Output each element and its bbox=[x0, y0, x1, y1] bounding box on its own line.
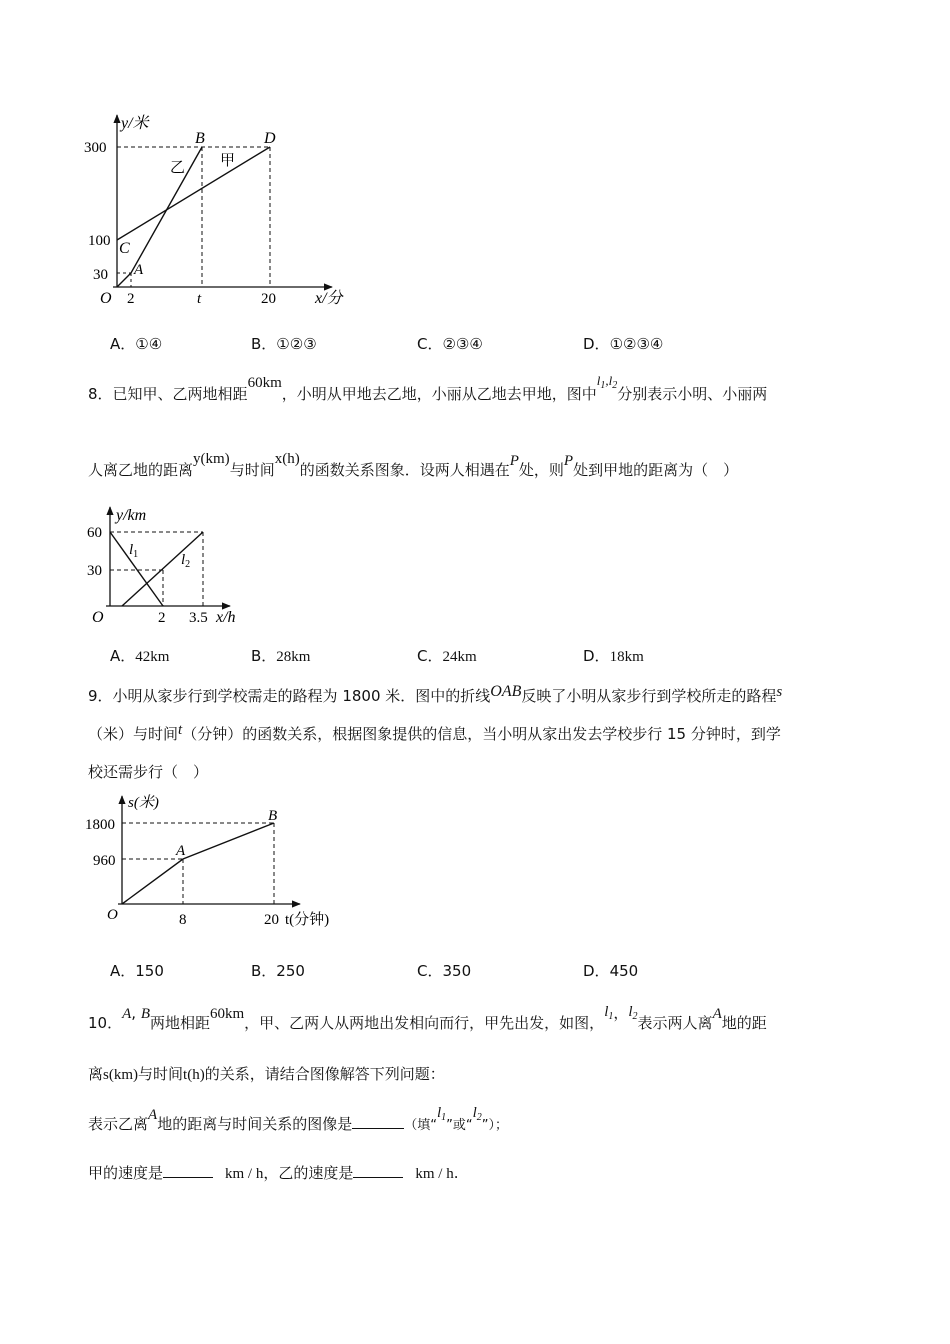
svg-text:2: 2 bbox=[158, 610, 166, 626]
point-D: D bbox=[264, 130, 276, 147]
q8-option-c[interactable]: C．24km bbox=[417, 647, 477, 665]
figure-q7-graph bbox=[80, 105, 370, 315]
q9-option-b[interactable]: B．250 bbox=[251, 962, 305, 980]
point-C: C bbox=[119, 240, 130, 257]
q10-line1: 10．A, B两地相距60km，甲、乙两人从两地出发相向而行，甲先出发，如图，$l_1$，$l_2$表示两人离A地的距 bbox=[88, 1004, 767, 1032]
q8-line1: 8．已知甲、乙两地相距60km，小明从甲地去乙地，小丽从乙地去甲地，图中$l_1,l_2$分别表示小明、小丽两 bbox=[88, 373, 768, 403]
x-axis-label: x/分 bbox=[315, 290, 343, 307]
q10-line3: 表示乙离A地的距离与时间关系的图像是 （填“$l_1$”或“$l_2$”）； bbox=[88, 1105, 509, 1133]
y-tick-30: 30 bbox=[93, 267, 108, 283]
svg-text:60: 60 bbox=[87, 525, 102, 541]
q10-line4: 甲的速度是 km / h，乙的速度是 km / h. bbox=[88, 1164, 459, 1182]
label-jia: 甲 bbox=[220, 153, 236, 169]
y-tick-100: 100 bbox=[88, 233, 111, 249]
label-yi: 乙 bbox=[170, 160, 186, 176]
svg-text:20: 20 bbox=[264, 912, 279, 928]
origin-label: O bbox=[100, 290, 112, 307]
point-A: A bbox=[134, 262, 144, 278]
q8-line2: 人离乙地的距离y(km)与时间x(h)的函数关系图象．设两人相遇在P处，则P处到甲地的距离为（ ） bbox=[88, 451, 739, 479]
q7-option-a[interactable]: A．①④ bbox=[110, 335, 163, 353]
svg-text:l1: $l_1$ bbox=[129, 542, 139, 560]
q10-line2: 离s(km)与时间t(h)的关系，请结合图像解答下列问题： bbox=[88, 1065, 445, 1083]
svg-text:s(米): s(米) bbox=[128, 795, 159, 811]
figure-q8-graph bbox=[80, 500, 260, 630]
svg-text:960: 960 bbox=[93, 853, 116, 869]
point-B: B bbox=[195, 130, 205, 147]
svg-text:3.5: 3.5 bbox=[189, 610, 208, 626]
svg-text:l2: $l_2$ bbox=[181, 552, 191, 570]
q9-line3: 校还需步行（ ） bbox=[88, 763, 209, 781]
q7-option-b[interactable]: B．①②③ bbox=[251, 335, 317, 353]
x-tick-20: 20 bbox=[261, 291, 276, 307]
q8-option-d[interactable]: D．18km bbox=[583, 647, 644, 665]
svg-text:8: 8 bbox=[179, 912, 187, 928]
q9-line2: （米）与时间t（分钟）的函数关系，根据图象提供的信息，当小明从家出发去学校步行 15 分钟时，到学 bbox=[88, 722, 781, 743]
x-tick-2: 2 bbox=[127, 291, 135, 307]
y-tick-300: 300 bbox=[84, 140, 107, 156]
answer-blank-2[interactable] bbox=[163, 1163, 213, 1178]
q9-line1: 9．小明从家步行到学校需走的路程为 1800 米．图中的折线OAB反映了小明从家步行到学校所走的路程s bbox=[88, 683, 783, 705]
svg-text:30: 30 bbox=[87, 563, 102, 579]
q9-option-c[interactable]: C．350 bbox=[417, 962, 472, 980]
svg-text:A: A bbox=[176, 843, 186, 859]
line-oab bbox=[122, 823, 274, 904]
svg-text:O: O bbox=[107, 907, 118, 923]
answer-blank-3[interactable] bbox=[353, 1163, 403, 1178]
svg-text:O: O bbox=[92, 609, 104, 626]
q7-option-c[interactable]: C．②③④ bbox=[417, 335, 483, 353]
q9-option-a[interactable]: A．150 bbox=[110, 962, 164, 980]
y-axis-label: y/米 bbox=[121, 115, 149, 132]
svg-text:t(分钟): t(分钟) bbox=[285, 912, 330, 928]
q8-option-a[interactable]: A．42km bbox=[110, 647, 170, 665]
x-tick-t: t bbox=[197, 291, 202, 307]
line-yi bbox=[117, 147, 202, 287]
svg-text:1800: 1800 bbox=[85, 817, 115, 833]
svg-text:y/km: y/km bbox=[116, 507, 147, 524]
svg-text:B: B bbox=[268, 808, 278, 824]
line-l1 bbox=[110, 532, 163, 606]
q9-option-d[interactable]: D．450 bbox=[583, 962, 639, 980]
q7-option-d[interactable]: D．①②③④ bbox=[583, 335, 664, 353]
q8-option-b[interactable]: B．28km bbox=[251, 647, 311, 665]
svg-text:x/h: x/h bbox=[216, 609, 236, 626]
answer-blank-1[interactable] bbox=[352, 1114, 404, 1129]
figure-q9-graph bbox=[80, 790, 350, 930]
